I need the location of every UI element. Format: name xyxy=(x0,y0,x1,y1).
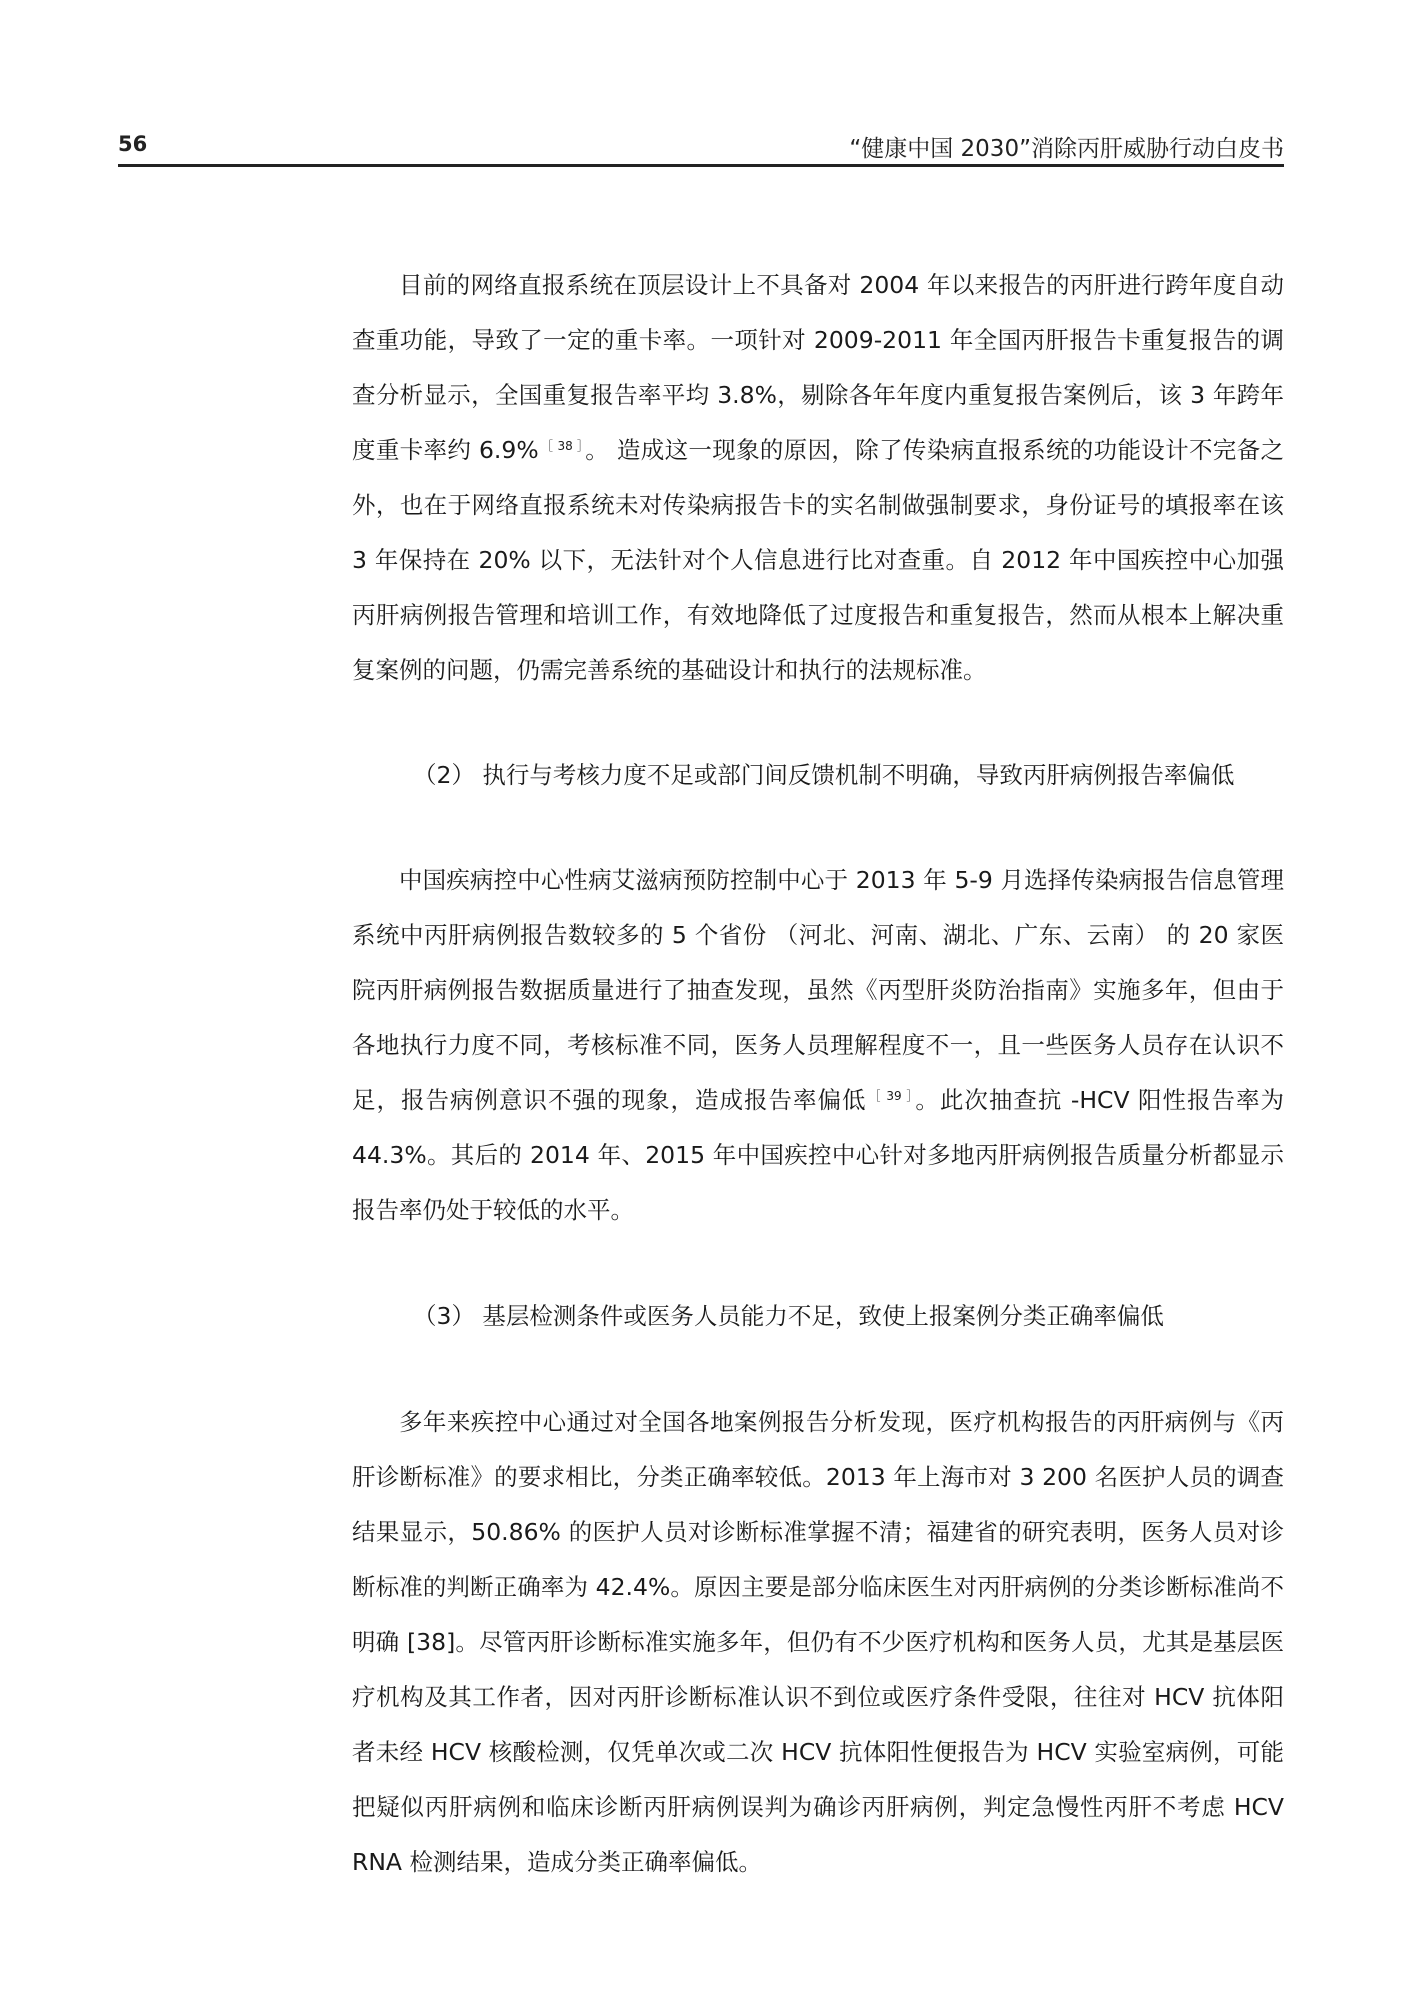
spacer xyxy=(352,1238,1284,1289)
citation-39: ［ 39 ］ xyxy=(868,1089,914,1103)
page-number: 56 xyxy=(118,132,148,156)
paragraph-2 xyxy=(352,853,1284,1238)
header-divider xyxy=(118,164,1284,167)
spacer xyxy=(352,698,1284,748)
section-heading-2: （2） 执行与考核力度不足或部门间反馈机制不明确，导致丙肝病例报告率偏低 xyxy=(413,761,1235,789)
citation-38: ［ 38 ］ xyxy=(540,439,584,453)
paragraph-1-text-b: 。 造成这一现象的原因，除了传染病直报系统的功能设计不完备之外，也在于网络直报系统未对传染病报告卡的实名制做强制要求，身份证号的填报率在该 3 年保持在 20% 以下，无法针对个人信息进行比对查重。自 2012 年中国疾控中心加强丙肝病例报告管理和培训工作，有效地降低了过度报告和重复报告，然而从根本上解决重复案例的问题，仍需完善系统的基础设计和执行的法规标准。 xyxy=(352,436,1284,684)
paragraph-1-text-a: 目前的网络直报系统在顶层设计上不具备对 2004 年以来报告的丙肝进行跨年度自动查重功能，导致了一定的重卡率。一项针对 2009-2011 年全国丙肝报告卡重复报告的调查分析显示，全国重复报告率平均 3.8%，剔除各年年度内重复报告案例后，该 3 年跨年度重卡率约 6.9% xyxy=(352,271,1284,464)
paragraph-1 xyxy=(352,258,1284,698)
page-header xyxy=(118,128,1284,166)
paragraph-2-text-b: 。此次抽查抗 -HCV 阳性报告率为 44.3%。其后的 2014 年、2015 年中国疾控中心针对多地丙肝病例报告质量分析都显示报告率仍处于较低的水平。 xyxy=(352,1086,1285,1224)
paragraph-2-text-a: 中国疾病控中心性病艾滋病预防控制中心于 2013 年 5-9 月选择传染病报告信息管理系统中丙肝病例报告数较多的 5 个省份 （河北、河南、湖北、广东、云南） 的 20 家医院丙肝病例报告数据质量进行了抽查发现，虽然《丙型肝炎防治指南》实施多年，但由于各地执行力度不同，考核标准不同，医务人员理解程度不一，且一些医务人员存在认识不足，报告病例意识不强的现象，造成报告率偏低 xyxy=(352,866,1284,1114)
spacer xyxy=(352,1344,1284,1395)
book-title: “健康中国 2030”消除丙肝威胁行动白皮书 xyxy=(849,136,1284,162)
main-content xyxy=(352,258,1284,1890)
spacer xyxy=(352,803,1284,853)
section-heading-3: （3） 基层检测条件或医务人员能力不足，致使上报案例分类正确率偏低 xyxy=(413,1302,1164,1330)
paragraph-3: 多年来疾控中心通过对全国各地案例报告分析发现，医疗机构报告的丙肝病例与《丙肝诊断标准》的要求相比，分类正确率较低。2013 年上海市对 3 200 名医护人员的调查结果显示，50.86% 的医护人员对诊断标准掌握不清；福建省的研究表明，医务人员对诊断标准的判断正确率为 42.4%。原因主要是部分临床医生对丙肝病例的分类诊断标准尚不明确 [38]。尽管丙肝诊断标准实施多年，但仍有不少医疗机构和医务人员，尤其是基层医疗机构及其工作者，因对丙肝诊断标准认识不到位或医疗条件受限，往往对 HCV 抗体阳者未经 HCV 核酸检测，仅凭单次或二次 HCV 抗体阳性便报告为 HCV 实验室病例，可能把疑似丙肝病例和临床诊断丙肝病例误判为确诊丙肝病例，判定急慢性丙肝不考虑 HCV RNA 检测结果，造成分类正确率偏低。 xyxy=(352,1408,1284,1876)
